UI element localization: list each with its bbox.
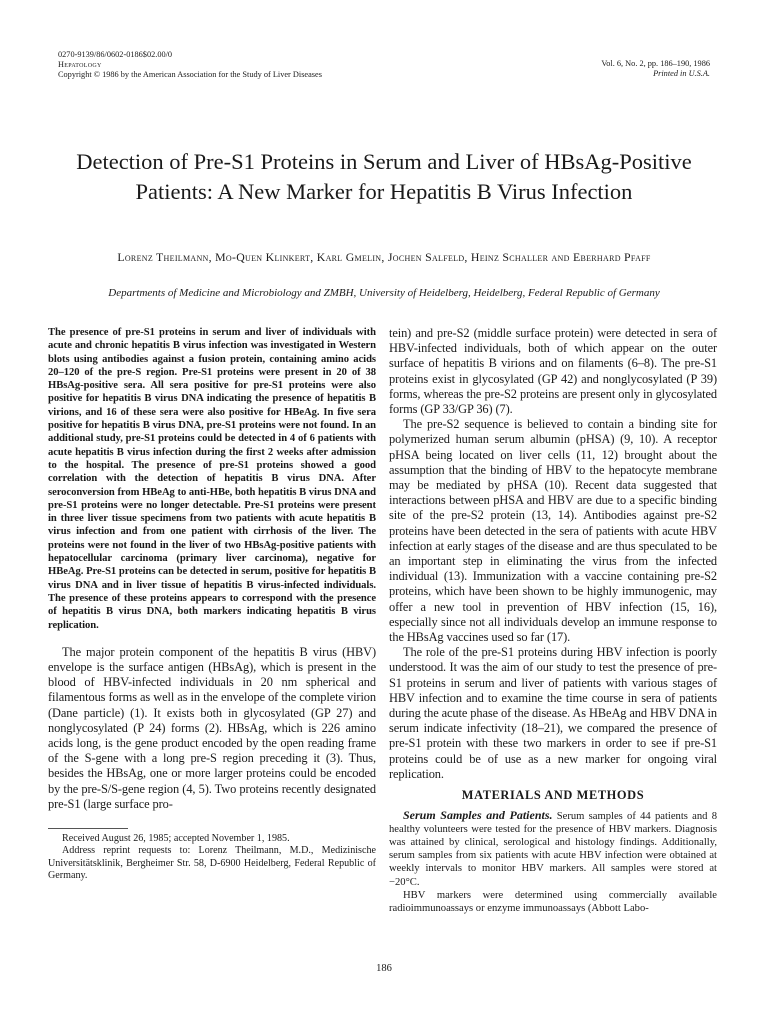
right-column	[389, 326, 717, 915]
paragraph-2: The pre-S2 sequence is believed to contain a binding site for polymerized human serum albumin (pHSA) (9, 10). A receptor pHSA being located on liver cells (11, 12) brought about the assumption that the binding of HBV to the hepatocyte membrane may be mediated by pHSA (10). Recent data suggested that interactions between pHSA and HBV are due to a specific binding site of the pre-S2 protein (13, 14). Antibodies against pre-S2 proteins have been detected in the sera of patients with acute HBV infection at early stages of the disease and are thus speculated to be an important step in eliminating the virus from the infected individual (13). Immunization with a vaccine containing pre-S2 proteins, which have been shown to be highly immunogenic, may offer a new tool in prevention of HBV infection (15, 16), especially since not all individuals develop an immune response to the HBsAg vaccines used so far (17).	[389, 417, 717, 645]
left-column	[48, 326, 376, 883]
journal-name: Hepatology	[58, 60, 102, 69]
abstract: The presence of pre-S1 proteins in serum and liver of individuals with acute and chronic hepatitis B virus infection was investigated in Western blots using antibodies against a fusion protein, containing amino acids 20–120 of the pre-S region. Pre-S1 proteins were present in 20 of 38 HBsAg-positive sera. All sera positive for pre-S1 proteins were also positive for hepatitis B virus DNA indicating the presence of hepatitis B virions, and 16 of these sera were also positive for HBeAg. In five sera positive for hepatitis B virus DNA, pre-S1 proteins were not found. In an additional study, pre-S1 proteins could be detected in 4 of 6 patients with acute hepatitis B virus infection during the first 2 weeks after admission to the hospital. The presence of pre-S1 proteins showed a good correlation with the detection of hepatitis B virus DNA. After seroconversion from HBeAg to anti-HBe, both hepatitis B virus DNA and pre-S1 proteins were no longer detectable. Pre-S1 proteins were present in three liver tissue specimens from two patients with acute hepatitis B virus infection and from one patient with cirrhosis of the liver. The proteins were not found in the liver of two HBsAg-positive patients with hepatocellular carcinoma (primary liver carcinoma), negative for HBeAg. Pre-S1 proteins can be detected in serum, positive for hepatitis B virus DNA and in liver tissue of hepatitis B virus-infected individuals. The presence of these proteins appears to correspond with the presence of hepatitis B virus DNA, both markers indicating hepatitis B virus replication.	[48, 327, 376, 631]
paragraph-1: tein) and pre-S2 (middle surface protein) were detected in sera of HBV-infected individuals, both of which appear on the outer surface of hepatitis B virions and on filaments (6–8). The pre-S1 proteins exist in glycosylated (GP 42) and nonglycosylated (P 39) forms, whereas the pre-S2 proteins are present only in glycosylated forms (GP 33/GP 36) (7).	[389, 326, 717, 417]
issn-code: 0270-9139/86/0602-0186$02.00/0	[58, 50, 173, 59]
intro-paragraph: The major protein component of the hepatitis B virus (HBV) envelope is the surface antigen (HBsAg), which is present in the blood of HBV-infected individuals in 20 nm spherical and filamentous forms as well as in the envelope of the complete virion (Dane particle) (1). It exists both in glycosylated (GP 27) and nonglycosylated (P 24) forms (2). HBsAg, which is 226 amino acids long, is the gene product encoded by the open reading frame of the S-gene with a long pre-S region preceding it (3). Thus, besides the HBsAg, one or more larger proteins could be encoded by the pre-S/S-gene region (4, 5). Two proteins recently designated pre-S1 (large surface pro-	[48, 644, 376, 811]
methods-paragraph-2: HBV markers were determined using commercially available radioimmunoassays or enzyme immunoassays (Abbott Labo-	[389, 889, 717, 914]
article-title: Detection of Pre-S1 Proteins in Serum and Liver of HBsAg-Positive Patients: A New Marker for Hepatitis B Virus Infection	[76, 149, 692, 204]
copyright-line: Copyright © 1986 by the American Association for the Study of Liver Diseases	[58, 70, 322, 79]
journal-header-left	[58, 50, 322, 80]
footnote-received: Received August 26, 1985; accepted November 1, 1985.	[62, 833, 290, 845]
methods-paragraph-1	[389, 809, 717, 889]
author-list: Lorenz Theilmann, Mo-Quen Klinkert, Karl Gmelin, Jochen Salfeld, Heinz Schaller and Eberhard Pfaff	[117, 250, 651, 264]
affiliation: Departments of Medicine and Microbiology and ZMBH, University of Heidelberg, Heidelberg, Federal Republic of Germany	[108, 287, 660, 299]
methods-text-1: Serum samples of 44 patients and 8 healthy volunteers were tested for the presence of HBV markers. Diagnosis was attained by clinical, serological and histology findings. Additionally, serum samples from six patients with acute HBV infection were obtained at weekly intervals to monitor HBV markers. All samples were stored at −20°C.	[389, 811, 717, 888]
runin-heading: Serum Samples and Patients.	[403, 808, 553, 823]
paragraph-3: The role of the pre-S1 proteins during HBV infection is poorly understood. It was the aim of our study to test the presence of pre-S1 proteins in serum and liver of patients with various stages of HBV infection and to examine the time course in sera of patients during the acute phase of the disease. As HBeAg and HBV DNA in serum indicate infectivity (18–21), we compared the presence of pre-S1 protein with these two markers in order to see if pre-S1 proteins could be of use as a new marker for ongoing viral replication.	[389, 645, 717, 781]
page-number: 186	[376, 963, 392, 974]
volume-info: Vol. 6, No. 2, pp. 186–190, 1986	[601, 59, 710, 68]
printed-in: Printed in U.S.A.	[653, 69, 710, 78]
footnote-rule	[48, 828, 128, 829]
footnote-address: Address reprint requests to: Lorenz Theilmann, M.D., Medizinische Universitätsklinik, Bergheimer Str. 58, D-6900 Heidelberg, Federal Republic of Germany.	[48, 845, 376, 882]
section-heading: MATERIALS AND METHODS	[461, 788, 645, 803]
journal-header-right	[601, 59, 710, 79]
